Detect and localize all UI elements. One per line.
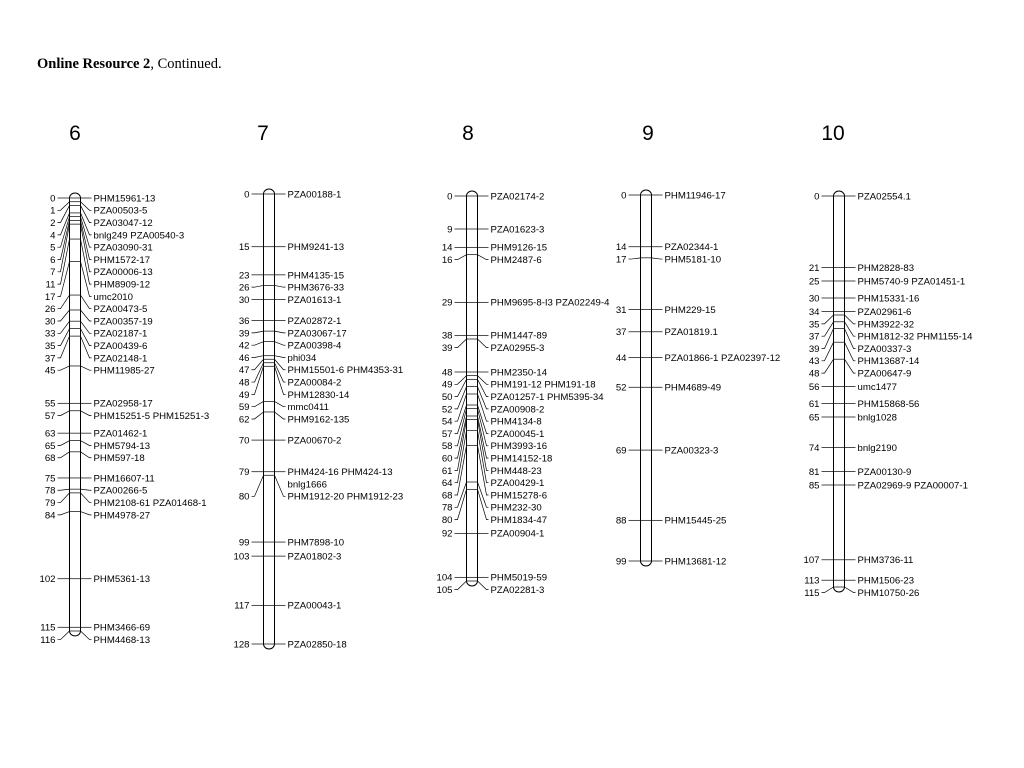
- position-leader: [455, 489, 467, 519]
- marker-position: 116: [40, 634, 56, 646]
- marker-position: 37: [44, 353, 56, 365]
- marker-label: PHM191-12 PHM191-18: [490, 379, 596, 391]
- marker-label: PZA03090-31: [93, 242, 153, 254]
- label-leader: [845, 315, 856, 324]
- marker-position: 107: [803, 555, 820, 567]
- position-leader: [455, 387, 467, 409]
- label-leader: [478, 489, 489, 519]
- linkage-group-title: 6: [69, 122, 81, 145]
- marker-label: PZA00084-2: [287, 377, 342, 389]
- position-leader: [455, 255, 467, 260]
- marker-label: umc2010: [93, 291, 133, 303]
- marker-label: PZA02955-3: [490, 343, 545, 355]
- marker-position: 52: [615, 382, 627, 394]
- marker-position: 113: [804, 575, 820, 587]
- marker-label: PHM3922-32: [857, 319, 915, 331]
- marker-position: 7: [50, 267, 56, 279]
- label-leader: [275, 475, 286, 496]
- marker-position: 21: [808, 262, 820, 274]
- label-leader: [275, 359, 286, 370]
- marker-label: PHM13687-14: [857, 356, 920, 368]
- marker-position: 48: [441, 367, 453, 379]
- marker-position: 37: [615, 327, 627, 339]
- marker-label: PHM5019-59: [490, 572, 548, 584]
- marker-label: PHM1572-17: [93, 254, 151, 266]
- linkage-group-title: 7: [257, 122, 269, 145]
- position-leader: [822, 359, 834, 373]
- marker-label: PHM7898-10: [287, 537, 345, 549]
- chromosome-bar: [641, 190, 652, 566]
- marker-label: PHM9695-8-I3 PZA02249-4: [490, 297, 610, 309]
- marker-position: 11: [45, 279, 56, 291]
- marker-label: PZA01802-3: [287, 551, 342, 563]
- position-leader: [252, 412, 264, 419]
- marker-label: PZA02969-9 PZA00007-1: [857, 480, 968, 492]
- marker-label: umc1477: [857, 381, 897, 393]
- position-leader: [58, 452, 70, 458]
- position-leader: [58, 220, 70, 259]
- marker-position: 92: [441, 528, 453, 540]
- chromosome-bar: [834, 191, 845, 592]
- marker-position: 64: [441, 478, 453, 490]
- marker-label: PHM15251-5 PHM15251-3: [93, 411, 210, 423]
- marker-label: PHM4135-15: [287, 270, 345, 282]
- marker-position: 9: [447, 224, 453, 236]
- marker-position: 85: [808, 480, 820, 492]
- marker-label: PHM12830-14: [287, 389, 350, 401]
- marker-position: 29: [441, 297, 453, 309]
- position-leader: [58, 205, 70, 222]
- label-leader: [478, 339, 489, 348]
- marker-position: 33: [44, 328, 56, 340]
- marker-position: 14: [441, 242, 453, 254]
- marker-label: PZA00473-5: [93, 304, 148, 316]
- marker-label: PHM15278-6: [490, 490, 548, 502]
- marker-label: PHM1912-20 PHM1912-23: [287, 491, 404, 503]
- marker-label: PZA00188-1: [287, 189, 342, 201]
- marker-label: PHM5361-13: [93, 574, 151, 586]
- linkage-group-title: 8: [462, 122, 474, 145]
- marker-label: PZA00130-9: [857, 466, 912, 478]
- marker-position: 52: [441, 404, 453, 416]
- chromosome-bar: [70, 193, 81, 636]
- marker-position: 30: [44, 316, 56, 328]
- caption-title: Online Resource 2: [37, 56, 151, 72]
- marker-position: 104: [436, 572, 453, 584]
- position-leader: [252, 366, 264, 394]
- marker-label: PZA01462-1: [93, 428, 148, 440]
- marker-position: 42: [238, 340, 250, 352]
- marker-label: PZA02872-1: [287, 315, 342, 327]
- marker-label: PHM2350-14: [490, 367, 548, 379]
- linkage-group-9: [616, 122, 780, 567]
- marker-label: PHM9126-15: [490, 242, 548, 254]
- marker-position: 79: [238, 467, 250, 479]
- marker-label: PZA01819.1: [664, 327, 718, 339]
- marker-position: 58: [441, 441, 453, 453]
- marker-position: 49: [238, 389, 250, 401]
- marker-label: PZA00670-2: [287, 435, 342, 447]
- marker-label: PHM15501-6 PHM4353-31: [287, 365, 404, 377]
- label-leader: [845, 342, 856, 361]
- marker-label: PZA02958-17: [93, 398, 153, 410]
- marker-position: 0: [50, 193, 56, 205]
- marker-label: PZA02344-1: [664, 242, 719, 254]
- marker-position: 14: [615, 242, 627, 254]
- label-leader: [81, 329, 92, 346]
- marker-position: 55: [44, 398, 56, 410]
- marker-label: bnlg249 PZA00540-3: [93, 230, 185, 242]
- marker-position: 79: [44, 497, 56, 509]
- label-leader: [81, 489, 92, 490]
- marker-label: PHM1812-32 PHM1155-14: [857, 331, 973, 343]
- marker-label: PHM4689-49: [664, 382, 722, 394]
- marker-position: 26: [44, 304, 56, 316]
- label-leader: [81, 205, 92, 222]
- marker-position: 37: [808, 331, 820, 343]
- chromosome-bar: [467, 191, 478, 586]
- marker-label: PZA00323-3: [664, 445, 719, 457]
- marker-label: PHM1506-23: [857, 575, 915, 587]
- label-leader: [81, 310, 92, 321]
- marker-label: PZA00043-1: [287, 600, 342, 612]
- linkage-group-10: [803, 122, 973, 599]
- linkage-group-7: [233, 122, 403, 650]
- marker-position: 39: [441, 343, 453, 355]
- position-leader: [252, 331, 264, 333]
- marker-label: PZA02850-18: [287, 639, 347, 651]
- marker-position: 99: [238, 537, 250, 549]
- caption-continued: , Continued.: [150, 56, 222, 72]
- marker-label: PZA02281-3: [490, 585, 545, 597]
- position-leader: [58, 512, 70, 515]
- marker-position: 17: [615, 254, 627, 266]
- marker-label: PZA02148-1: [93, 353, 148, 365]
- marker-label: PHM2487-6: [490, 255, 542, 267]
- position-leader: [252, 401, 264, 406]
- marker-position: 63: [44, 428, 56, 440]
- position-leader: [252, 285, 264, 287]
- marker-position: 78: [44, 485, 56, 497]
- marker-label: PZA00647-9: [857, 368, 912, 380]
- position-leader: [58, 329, 70, 346]
- label-leader: [275, 331, 286, 333]
- linkage-group-6: [39, 122, 209, 646]
- marker-label: PZA00503-5: [93, 205, 148, 217]
- linkage-group-title: 9: [642, 122, 654, 145]
- marker-label: PZA00429-1: [490, 478, 545, 490]
- position-leader: [58, 489, 70, 490]
- marker-position: 80: [238, 491, 250, 503]
- marker-label: PZA01613-1: [287, 294, 342, 306]
- label-leader: [478, 255, 489, 260]
- marker-position: 0: [814, 191, 820, 203]
- label-leader: [275, 356, 286, 358]
- marker-label: bnlg2190: [857, 443, 897, 454]
- label-leader: [81, 493, 92, 503]
- marker-position: 68: [44, 453, 56, 465]
- marker-position: 48: [238, 377, 250, 389]
- marker-position: 78: [441, 502, 453, 514]
- label-leader: [81, 452, 92, 458]
- marker-position: 65: [808, 412, 820, 424]
- marker-position: 16: [441, 255, 453, 267]
- label-leader: [478, 581, 489, 590]
- position-leader: [455, 581, 467, 590]
- marker-label: PZA00266-5: [93, 485, 148, 497]
- marker-label: PZA02554.1: [857, 191, 911, 203]
- marker-position: 60: [441, 453, 453, 465]
- marker-position: 99: [615, 556, 627, 568]
- marker-position: 61: [808, 398, 820, 410]
- marker-label: PZA00006-13: [93, 267, 153, 279]
- marker-label: PZA00045-1: [490, 428, 545, 440]
- marker-label: PHM10750-26: [857, 587, 920, 599]
- marker-label: PHM424-16 PHM424-13: [287, 467, 393, 479]
- marker-label: PHM11946-17: [664, 190, 726, 202]
- label-leader: [81, 512, 92, 515]
- marker-label: PHM2108-61 PZA01468-1: [93, 497, 207, 509]
- marker-position: 0: [447, 191, 453, 203]
- marker-label: PHM15961-13: [93, 193, 156, 205]
- label-leader: [845, 587, 856, 593]
- label-leader: [845, 359, 856, 373]
- marker-label: PHM15868-56: [857, 398, 920, 410]
- marker-label: PHM229-15: [664, 305, 716, 317]
- marker-label: bnlg1666: [287, 479, 327, 491]
- position-leader: [58, 366, 70, 370]
- label-leader: [81, 295, 92, 309]
- marker-label: PHM232-30: [490, 502, 542, 514]
- marker-label: PHM1834-47: [490, 515, 548, 526]
- marker-position: 1: [50, 205, 56, 217]
- marker-position: 102: [39, 574, 56, 586]
- marker-label: PHM11985-27: [93, 365, 155, 377]
- position-leader: [822, 587, 834, 593]
- position-leader: [252, 359, 264, 370]
- marker-position: 4: [50, 230, 56, 242]
- label-leader: [275, 412, 286, 419]
- marker-label: PHM4134-8: [490, 416, 542, 428]
- chromosome-bar: [264, 189, 275, 649]
- label-leader: [275, 366, 286, 394]
- position-leader: [58, 261, 70, 296]
- marker-position: 57: [441, 428, 453, 440]
- marker-position: 49: [441, 379, 453, 391]
- marker-position: 15: [238, 242, 250, 254]
- marker-position: 35: [44, 341, 56, 352]
- marker-label: PZA00908-2: [490, 404, 545, 416]
- marker-label: PHM3993-16: [490, 441, 548, 453]
- marker-label: PHM9241-13: [287, 242, 345, 254]
- label-leader: [81, 441, 92, 446]
- marker-position: 30: [238, 294, 250, 306]
- position-leader: [822, 342, 834, 361]
- marker-label: PZA01623-3: [490, 224, 545, 236]
- marker-label: PHM597-18: [93, 453, 145, 465]
- marker-label: PHM2828-83: [857, 262, 915, 274]
- marker-position: 5: [50, 242, 56, 254]
- marker-position: 54: [441, 416, 453, 428]
- marker-label: PHM8909-12: [93, 279, 151, 291]
- marker-label: PZA02961-6: [857, 307, 912, 318]
- linkage-group-title: 10: [821, 122, 845, 145]
- marker-position: 61: [441, 465, 453, 477]
- marker-label: PHM15445-25: [664, 515, 727, 527]
- marker-position: 6: [50, 254, 56, 266]
- marker-position: 59: [238, 402, 250, 414]
- marker-position: 45: [44, 365, 56, 377]
- marker-label: phi034: [287, 352, 317, 364]
- position-leader: [455, 379, 467, 396]
- marker-label: PHM4468-13: [93, 634, 151, 646]
- marker-position: 81: [808, 466, 820, 478]
- marker-label: PZA03067-17: [287, 328, 347, 340]
- label-leader: [275, 342, 286, 346]
- marker-position: 38: [441, 330, 453, 342]
- marker-label: PHM14152-18: [490, 453, 553, 465]
- marker-position: 0: [621, 190, 627, 202]
- label-leader: [652, 258, 663, 259]
- marker-position: 26: [238, 282, 250, 294]
- marker-position: 34: [808, 307, 820, 318]
- marker-label: PZA00439-6: [93, 341, 148, 352]
- marker-position: 62: [238, 414, 250, 426]
- marker-label: PHM16607-11: [93, 473, 155, 485]
- marker-label: PHM4978-27: [93, 510, 151, 522]
- position-leader: [252, 356, 264, 358]
- marker-position: 115: [804, 587, 820, 599]
- marker-label: PZA00337-3: [857, 343, 912, 355]
- position-leader: [58, 310, 70, 321]
- position-leader: [58, 441, 70, 446]
- marker-label: PHM1447-89: [490, 330, 548, 342]
- label-leader: [275, 285, 286, 287]
- marker-label: PHM5740-9 PZA01451-1: [857, 276, 966, 288]
- marker-label: PZA02174-2: [490, 191, 545, 203]
- marker-label: PZA00904-1: [490, 528, 545, 540]
- marker-position: 70: [238, 435, 250, 447]
- marker-position: 80: [441, 515, 453, 526]
- marker-position: 117: [234, 600, 250, 612]
- label-leader: [478, 379, 489, 396]
- position-leader: [252, 475, 264, 496]
- marker-position: 43: [808, 356, 820, 368]
- marker-label: PZA00398-4: [287, 340, 342, 352]
- marker-label: PHM3736-11: [857, 555, 914, 567]
- label-leader: [478, 394, 489, 421]
- marker-position: 46: [238, 352, 250, 364]
- label-leader: [81, 411, 92, 416]
- marker-position: 68: [441, 490, 453, 502]
- marker-position: 39: [238, 328, 250, 340]
- marker-position: 47: [238, 365, 250, 377]
- marker-label: mmc0411: [287, 402, 329, 414]
- marker-position: 23: [238, 270, 250, 282]
- marker-position: 115: [40, 622, 56, 634]
- marker-position: 88: [615, 515, 627, 527]
- marker-label: PHM13681-12: [664, 556, 727, 568]
- marker-position: 105: [436, 585, 453, 597]
- marker-label: PZA01866-1 PZA02397-12: [664, 353, 781, 365]
- label-leader: [81, 366, 92, 370]
- marker-label: PZA03047-12: [93, 218, 153, 229]
- marker-position: 84: [44, 510, 56, 522]
- marker-position: 36: [238, 315, 250, 327]
- marker-position: 48: [808, 368, 820, 380]
- marker-position: 50: [441, 392, 453, 403]
- position-leader: [58, 631, 70, 640]
- marker-position: 44: [615, 353, 627, 365]
- marker-position: 69: [615, 445, 627, 457]
- linkage-group-8: [436, 122, 610, 596]
- marker-position: 57: [44, 411, 56, 423]
- marker-label: PZA00357-19: [93, 316, 153, 328]
- marker-label: PHM5181-10: [664, 254, 722, 266]
- position-leader: [455, 339, 467, 348]
- marker-position: 103: [233, 551, 250, 563]
- marker-position: 56: [808, 381, 820, 393]
- marker-label: PZA02187-1: [93, 328, 148, 340]
- marker-label: PHM3676-33: [287, 282, 345, 294]
- label-leader: [275, 401, 286, 406]
- marker-position: 39: [808, 343, 820, 355]
- position-leader: [629, 258, 641, 259]
- marker-label: PHM3466-69: [93, 622, 151, 634]
- marker-label: PHM448-23: [490, 465, 542, 477]
- marker-position: 17: [44, 291, 56, 303]
- marker-position: 0: [244, 189, 250, 201]
- marker-label: PHM5794-13: [93, 440, 151, 452]
- marker-position: 65: [44, 440, 56, 452]
- marker-position: 25: [808, 276, 820, 288]
- marker-position: 75: [44, 473, 56, 485]
- marker-position: 31: [615, 305, 627, 317]
- marker-label: PZA01257-1 PHM5395-34: [490, 392, 604, 403]
- marker-position: 128: [233, 639, 250, 651]
- position-leader: [252, 342, 264, 346]
- marker-label: PHM15331-16: [857, 293, 920, 305]
- position-leader: [822, 315, 834, 324]
- label-leader: [81, 631, 92, 640]
- marker-position: 30: [808, 293, 820, 305]
- marker-position: 74: [808, 443, 820, 454]
- position-leader: [58, 411, 70, 416]
- position-leader: [58, 493, 70, 503]
- marker-label: bnlg1028: [857, 412, 897, 424]
- position-leader: [58, 295, 70, 309]
- marker-position: 35: [808, 319, 820, 331]
- marker-position: 2: [50, 218, 56, 229]
- marker-label: PHM9162-135: [287, 414, 350, 426]
